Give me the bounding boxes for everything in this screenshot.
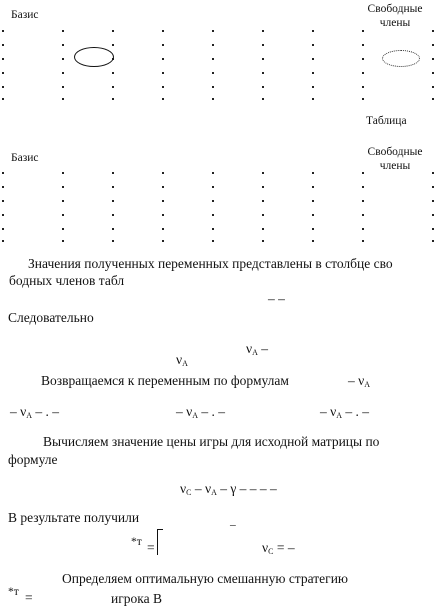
grid-dot: [262, 186, 264, 188]
grid-dot: [62, 30, 64, 32]
grid-dot: [2, 86, 4, 88]
grid-dot: [362, 172, 364, 174]
grid-dot: [432, 58, 434, 60]
grid-dot: [362, 30, 364, 32]
grid-dot: [212, 172, 214, 174]
nu-a-symbol: νA: [176, 352, 188, 368]
return-line-formula: – νA: [348, 373, 371, 389]
grid-dot: [312, 240, 314, 242]
grid-dot: [162, 186, 164, 188]
grid-dot: [262, 72, 264, 74]
grid-dot: [62, 86, 64, 88]
grid-dot: [432, 240, 434, 242]
result-tick: –: [230, 519, 236, 531]
grid-dot: [262, 200, 264, 202]
formula-2: – νA – . –: [176, 404, 226, 420]
grid-dot: [2, 240, 4, 242]
para1-line1: Значения полученных переменных представлены в столбце сво: [28, 256, 393, 271]
grid-dot: [162, 214, 164, 216]
grid-dot: [432, 214, 434, 216]
grid-dot: [162, 98, 164, 100]
grid-dot: [432, 172, 434, 174]
grid-dot: [312, 98, 314, 100]
grid-dot: [432, 44, 434, 46]
grid-dot: [2, 214, 4, 216]
table-caption: Таблица: [366, 115, 407, 127]
grid-dot: [162, 240, 164, 242]
grid-dot: [362, 72, 364, 74]
grid-dot: [312, 186, 314, 188]
define-player: игрока B: [111, 591, 162, 606]
table1-free-ellipse: [382, 50, 420, 67]
table1-free-header-line2: члены: [379, 17, 411, 29]
grid-dot: [362, 98, 364, 100]
grid-dot: [362, 200, 364, 202]
grid-dot: [432, 186, 434, 188]
table1-pivot-ellipse: [74, 47, 114, 67]
grid-dot: [162, 30, 164, 32]
grid-dot: [212, 44, 214, 46]
formula-1: – νA – . –: [10, 404, 60, 420]
grid-dot: [312, 200, 314, 202]
grid-dot: [112, 214, 114, 216]
grid-dot: [312, 172, 314, 174]
grid-dot: [432, 228, 434, 230]
grid-dot: [112, 186, 114, 188]
grid-dot: [212, 240, 214, 242]
grid-dot: [312, 58, 314, 60]
result-star: *т: [131, 536, 142, 548]
formula-3: – νA – . –: [320, 404, 370, 420]
grid-dot: [62, 200, 64, 202]
grid-dot: [212, 200, 214, 202]
grid-dot: [212, 86, 214, 88]
define-line1: Определяем оптимальную смешанную стратегию: [62, 571, 349, 586]
grid-dot: [2, 30, 4, 32]
consequently-text: Следовательно: [8, 310, 94, 325]
grid-dot: [62, 186, 64, 188]
grid-dot: [2, 172, 4, 174]
grid-dot: [162, 228, 164, 230]
grid-dot: [262, 44, 264, 46]
grid-dot: [112, 98, 114, 100]
grid-dot: [162, 86, 164, 88]
grid-dot: [162, 172, 164, 174]
grid-dot: [212, 58, 214, 60]
table2-basis-header: Базис: [11, 152, 39, 164]
grid-dot: [112, 30, 114, 32]
grid-dot: [162, 58, 164, 60]
define-eq: =: [25, 590, 33, 605]
grid-dot: [312, 228, 314, 230]
grid-dot: [212, 214, 214, 216]
grid-dot: [262, 228, 264, 230]
grid-dot: [162, 200, 164, 202]
grid-dot: [212, 72, 214, 74]
grid-dot: [62, 228, 64, 230]
nu-a-equation: νA –: [246, 341, 269, 357]
grid-dot: [112, 172, 114, 174]
compute-line2: формуле: [8, 452, 58, 467]
grid-dot: [362, 44, 364, 46]
grid-dot: [212, 98, 214, 100]
grid-dot: [2, 72, 4, 74]
table1-free-header-line1: Свободные: [367, 3, 423, 15]
game-value-formula: νC – νA – γ – – – –: [180, 481, 277, 497]
grid-dot: [312, 214, 314, 216]
grid-dot: [112, 86, 114, 88]
compute-line1: Вычисляем значение цены игры для исходной матрицы по: [43, 434, 380, 449]
grid-dot: [432, 98, 434, 100]
grid-dot: [362, 58, 364, 60]
grid-dot: [362, 186, 364, 188]
grid-dot: [62, 72, 64, 74]
result-text: В результате получили: [8, 510, 140, 525]
grid-dot: [432, 72, 434, 74]
grid-dot: [62, 240, 64, 242]
grid-dot: [112, 228, 114, 230]
grid-dot: [432, 200, 434, 202]
define-star: *т: [8, 586, 19, 598]
grid-dot: [162, 72, 164, 74]
grid-dot: [362, 214, 364, 216]
dash-row: – –: [268, 291, 285, 306]
grid-dot: [262, 214, 264, 216]
result-nu-c: νC = –: [262, 540, 295, 556]
return-line-text: Возвращаемся к переменным по формулам: [41, 373, 289, 388]
grid-dot: [62, 44, 64, 46]
grid-dot: [312, 30, 314, 32]
grid-dot: [262, 240, 264, 242]
grid-dot: [262, 30, 264, 32]
grid-dot: [112, 240, 114, 242]
grid-dot: [432, 30, 434, 32]
grid-dot: [2, 44, 4, 46]
para1-line2: бодных членов табл: [9, 273, 125, 288]
grid-dot: [262, 58, 264, 60]
grid-dot: [312, 44, 314, 46]
grid-dot: [2, 228, 4, 230]
grid-dot: [62, 58, 64, 60]
grid-dot: [2, 58, 4, 60]
grid-dot: [2, 186, 4, 188]
grid-dot: [432, 86, 434, 88]
table2-free-header-line1: Свободные: [367, 146, 423, 158]
grid-dot: [212, 30, 214, 32]
grid-dot: [362, 240, 364, 242]
table1-basis-header: Базис: [11, 9, 39, 21]
grid-dot: [62, 172, 64, 174]
grid-dot: [62, 214, 64, 216]
grid-dot: [2, 200, 4, 202]
grid-dot: [112, 200, 114, 202]
table2-free-header-line2: члены: [379, 160, 411, 172]
grid-dot: [2, 98, 4, 100]
grid-dot: [312, 86, 314, 88]
grid-dot: [262, 86, 264, 88]
grid-dot: [62, 98, 64, 100]
grid-dot: [362, 86, 364, 88]
grid-dot: [262, 98, 264, 100]
result-eq: =: [147, 540, 155, 555]
grid-dot: [362, 228, 364, 230]
result-bracket: [157, 529, 163, 555]
grid-dot: [212, 228, 214, 230]
grid-dot: [212, 186, 214, 188]
grid-dot: [262, 172, 264, 174]
grid-dot: [312, 72, 314, 74]
grid-dot: [112, 72, 114, 74]
grid-dot: [112, 44, 114, 46]
grid-dot: [162, 44, 164, 46]
